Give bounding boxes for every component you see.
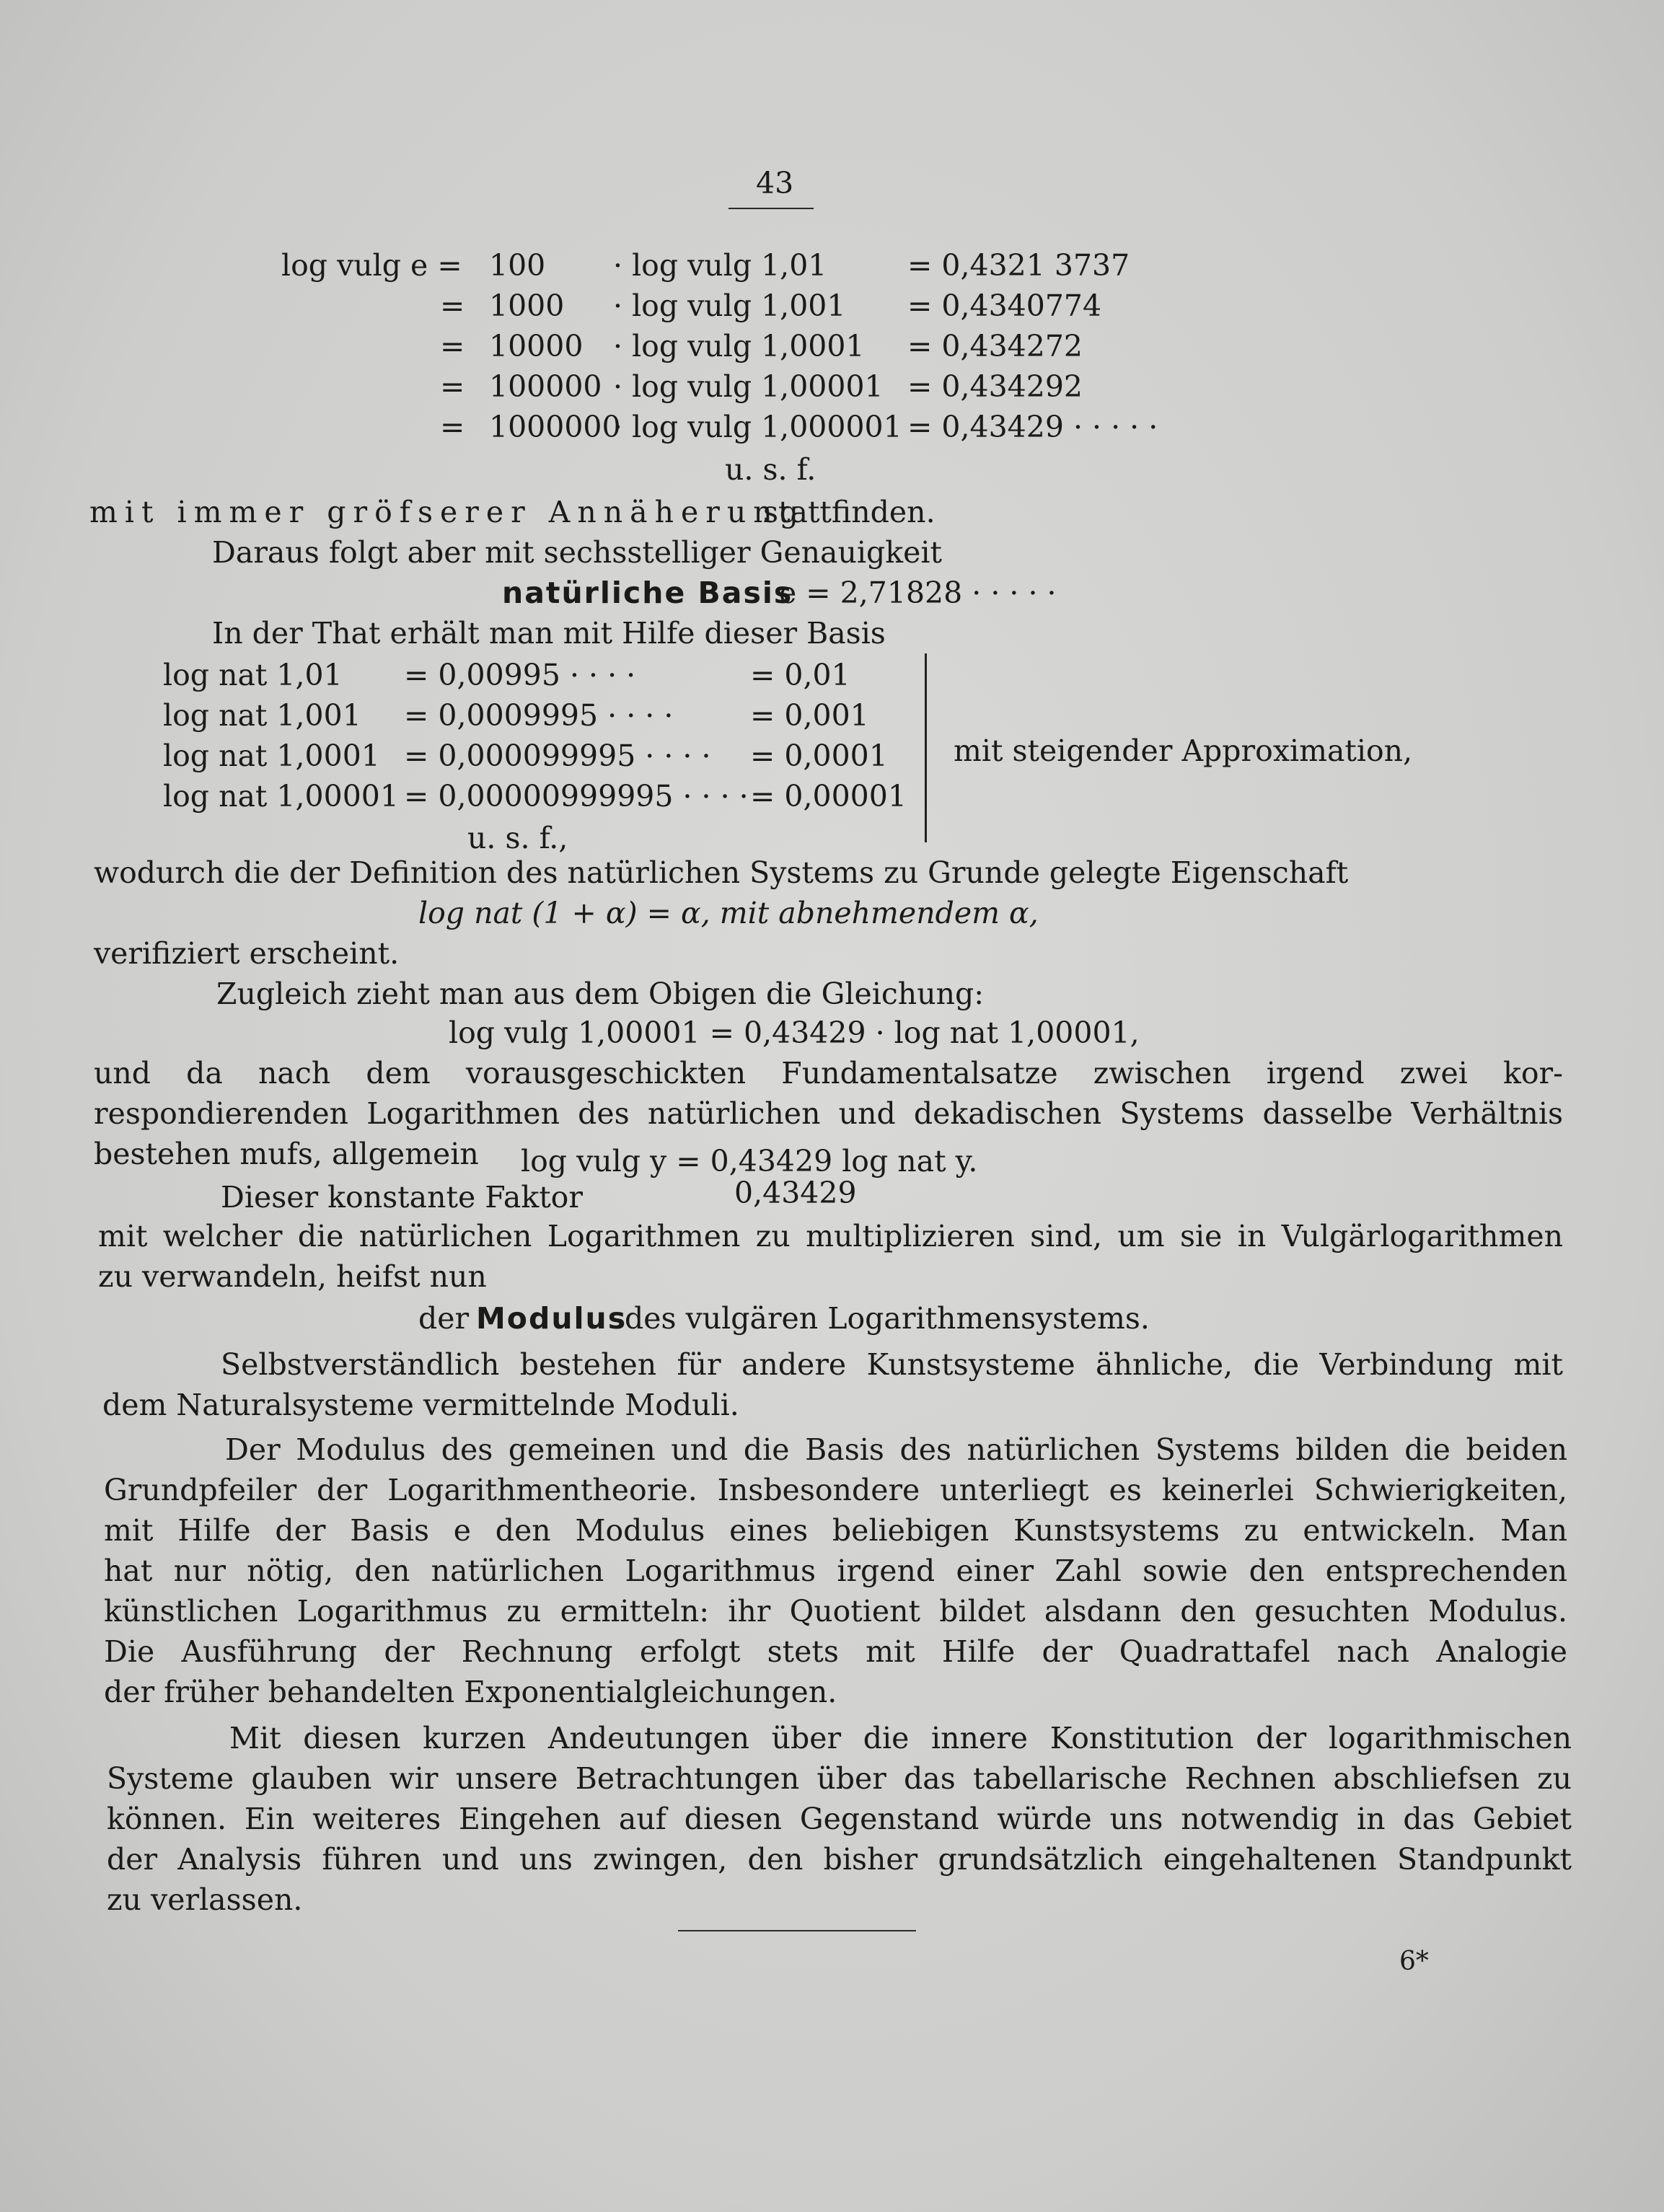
para7-line2: dem Naturalsysteme vermittelnde Moduli. <box>102 1388 739 1422</box>
para5-line4: bestehen mufs, allgemein <box>94 1137 479 1171</box>
para9-line1: Mit diesen kurzen Andeutungen über die innere Konstitution der logarithmischen <box>229 1721 1572 1755</box>
para5-line1: Zugleich zieht man aus dem Obigen die Gleichung: <box>216 977 985 1011</box>
table2-row-4-rhs: = 0,00001 <box>750 779 907 814</box>
table1-row-4-lhs: = <box>440 369 465 404</box>
table1-row-3-factor: 10000 <box>489 329 584 363</box>
signature-mark: 6* <box>1399 1947 1429 1976</box>
table2-row-3-rhs: = 0,0001 <box>750 739 888 773</box>
table2-row-1-mid: = 0,00995 · · · · <box>404 658 636 692</box>
table1-row-3-result: = 0,434272 <box>907 329 1083 363</box>
table2-brace <box>917 653 927 842</box>
para2: Daraus folgt aber mit sechsstelliger Genauigkeit <box>212 535 942 570</box>
table1-row-3-lhs: = <box>440 329 465 363</box>
modulus-term: Modulus <box>476 1301 628 1336</box>
table2-usf: u. s. f., <box>467 821 568 855</box>
table2-row-1-rhs: = 0,01 <box>750 658 850 692</box>
para6-line4a: der <box>418 1301 470 1336</box>
table2-row-2-lhs: log nat 1,001 <box>163 698 361 733</box>
para9-line4: der Analysis führen und uns zwingen, den bisher grundsätzlich eingehaltenen Standpunkt <box>107 1842 1572 1877</box>
table2-brace-label: mit steigender Approximation, <box>954 733 1413 768</box>
para1-spaced: mit immer gröfserer Annäherung <box>89 495 806 529</box>
table2-row-4-lhs: log nat 1,00001 <box>163 779 399 814</box>
para8-line6: Die Ausführung der Rechnung erfolgt stets mit Hilfe der Quadrattafel nach Analogie <box>104 1634 1567 1669</box>
table1-row-4-log: · log vulg 1,00001 <box>613 369 884 404</box>
para5-line2: und da nach dem vorausgeschickten Fundamentalsatze zwischen irgend zwei kor- <box>94 1056 1563 1090</box>
basis-value: e = 2,71828 · · · · · <box>779 576 1057 610</box>
table2-row-3-mid: = 0,000099995 · · · · <box>404 739 711 773</box>
closing-rule <box>678 1930 916 1931</box>
para6-line1b: 0,43429 <box>734 1176 857 1210</box>
table2-row-4-mid: = 0,00000999995 · · · · <box>404 779 749 814</box>
para6-line4c: des vulgären Logarithmensystems. <box>625 1301 1150 1336</box>
table1-row-5-lhs: = <box>440 410 465 444</box>
para5-line3: respondierenden Logarithmen des natürlichen und dekadischen Systems dasselbe Verhältnis <box>94 1096 1563 1131</box>
para3: In der That erhält man mit Hilfe dieser Basis <box>212 616 886 651</box>
table1-row-2-lhs: = <box>440 288 465 323</box>
para5-formula2: log vulg y = 0,43429 log nat y. <box>521 1144 978 1178</box>
table1-row-2-factor: 1000 <box>489 288 565 323</box>
para5-formula: log vulg 1,00001 = 0,43429 · log nat 1,00001, <box>449 1015 1140 1050</box>
para8-line7: der früher behandelten Exponentialgleichungen. <box>104 1675 837 1709</box>
table2-row-2-rhs: = 0,001 <box>750 698 869 733</box>
para4-formula: log nat (1 + α) = α, mit abnehmendem α, <box>418 896 1039 930</box>
para8-line5: künstlichen Logarithmus zu ermitteln: ihr Quotient bildet alsdann den gesuchten Modulus. <box>104 1594 1567 1629</box>
table1-row-2-log: · log vulg 1,001 <box>613 288 846 323</box>
para4-line2: verifiziert erscheint. <box>94 936 400 971</box>
page-number-rule <box>728 208 814 209</box>
table1-row-4-factor: 100000 <box>489 369 602 404</box>
para8-line1: Der Modulus des gemeinen und die Basis des natürlichen Systems bilden die beiden <box>225 1432 1567 1467</box>
para4-line1: wodurch die der Definition des natürlichen Systems zu Grunde gelegte Eigenschaft <box>94 855 1349 890</box>
table1-row-1-factor: 100 <box>489 248 546 283</box>
table2-row-1-lhs: log nat 1,01 <box>163 658 343 692</box>
para7-line1: Selbstverständlich bestehen für andere Kunstsysteme ähnliche, die Verbindung mit <box>221 1347 1563 1382</box>
table1-row-5-factor: 1000000 <box>489 410 621 444</box>
para6-line1a: Dieser konstante Faktor <box>221 1180 583 1215</box>
para8-line3: mit Hilfe der Basis e den Modulus eines beliebigen Kunstsystems zu entwickeln. Man <box>104 1513 1567 1548</box>
table1-row-1-log: · log vulg 1,01 <box>613 248 827 283</box>
basis-label: natürliche Basis <box>502 576 793 610</box>
table1-row-2-result: = 0,4340774 <box>907 288 1102 323</box>
para9-line2: Systeme glauben wir unsere Betrachtungen über das tabellarische Rechnen abschliefsen zu <box>107 1761 1572 1796</box>
table2-row-3-lhs: log nat 1,0001 <box>163 739 380 773</box>
page-number: 43 <box>756 166 794 201</box>
table2-row-2-mid: = 0,0009995 · · · · <box>404 698 674 733</box>
para8-line2: Grundpfeiler der Logarithmentheorie. Insbesondere unterliegt es keinerlei Schwierigkeiten, <box>104 1473 1567 1507</box>
table1-row-1-lhs: log vulg e = <box>281 248 462 283</box>
table1-row-3-log: · log vulg 1,0001 <box>613 329 865 363</box>
table1-row-4-result: = 0,434292 <box>907 369 1083 404</box>
table1-usf: u. s. f. <box>725 452 816 487</box>
para8-line4: hat nur nötig, den natürlichen Logarithmus irgend einer Zahl sowie den entsprechenden <box>104 1554 1567 1588</box>
table1-row-5-result: = 0,43429 · · · · · <box>907 410 1158 444</box>
para6-line2: mit welcher die natürlichen Logarithmen zu multiplizieren sind, um sie in Vulgärlogarithmen <box>98 1219 1563 1253</box>
table1-row-5-log: · log vulg 1,000001 <box>613 410 902 444</box>
para1-rest: stattfinden. <box>763 495 936 529</box>
para9-line3: können. Ein weiteres Eingehen auf diesen Gegenstand würde uns notwendig in das Gebiet <box>107 1802 1572 1836</box>
table1-row-1-result: = 0,4321 3737 <box>907 248 1130 283</box>
para9-line5: zu verlassen. <box>107 1882 303 1917</box>
para6-line3: zu verwandeln, heifst nun <box>98 1259 487 1294</box>
